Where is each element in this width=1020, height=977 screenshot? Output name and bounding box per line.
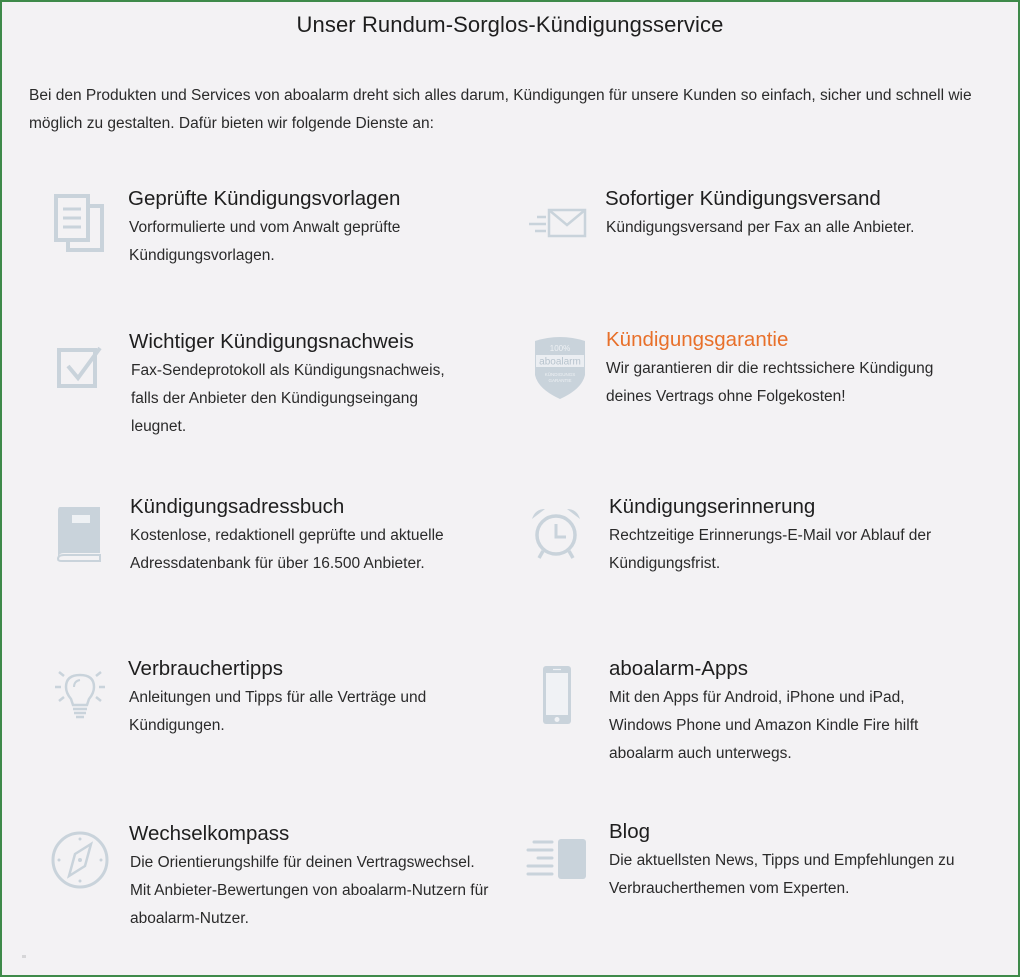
address-book-icon: [54, 503, 114, 567]
feature-compass[interactable]: [50, 822, 490, 932]
intro-text: Bei den Produkten und Services von aboalarm dreht sich alles darum, Kündigungen für unsere Kunden so einfach, sicher und schnell wie möglich zu gestalten. Dafür bieten wir folgende Dienste an:: [29, 87, 972, 132]
feature-reminder[interactable]: [529, 495, 969, 585]
feature-description: Fax-Sendeprotokoll als Kündigungsnachweis, falls der Anbieter den Kündigungseingang leugnet.: [131, 362, 445, 435]
feature-description: Mit den Apps für Android, iPhone und iPad, Windows Phone und Amazon Kindle Fire hilft aboalarm auch unterwegs.: [609, 689, 919, 762]
page-title: Unser Rundum-Sorglos-Kündigungsservice: [296, 12, 724, 37]
feature-title: Sofortiger Kündigungsversand: [605, 187, 881, 210]
feature-proof[interactable]: [52, 330, 482, 440]
feature-tips[interactable]: [52, 657, 482, 747]
feature-title[interactable]: Kündigungsgarantie: [606, 328, 789, 351]
feature-address-book[interactable]: [52, 495, 482, 605]
feature-title: Verbrauchertipps: [128, 657, 283, 680]
feature-description: Die aktuellsten News, Tipps und Empfehlungen zu Verbraucherthemen vom Experten.: [609, 852, 955, 897]
badge-line2: GARANTIE: [548, 378, 572, 383]
lightbulb-icon: [54, 667, 114, 731]
feature-dispatch[interactable]: [527, 187, 967, 257]
feature-templates[interactable]: [52, 187, 472, 277]
feature-title: aboalarm-Apps: [609, 657, 749, 680]
guarantee-shield-icon: [532, 335, 592, 399]
badge-percent: 100%: [549, 344, 571, 353]
smartphone-icon: [541, 664, 601, 728]
feature-description: Rechtzeitige Erinnerungs-E-Mail vor Ablauf der Kündigungsfrist.: [609, 527, 932, 572]
badge-brand: aboalarm: [539, 356, 581, 368]
feature-description: Kostenlose, redaktionell geprüfte und aktuelle Adressdatenbank für über 16.500 Anbieter.: [130, 527, 444, 572]
feature-description: Vorformulierte und vom Anwalt geprüfte Kündigungsvorlagen.: [129, 219, 401, 264]
checkbox-icon: [56, 344, 116, 408]
compass-icon: [50, 830, 110, 894]
feature-title: Blog: [609, 820, 651, 843]
blog-icon: [526, 838, 586, 902]
alarm-clock-icon: [529, 505, 589, 569]
feature-description: Wir garantieren dir die rechtssichere Kündigung deines Vertrags ohne Folgekosten!: [606, 360, 934, 405]
fast-envelope-icon: [527, 205, 587, 269]
feature-title: Wichtiger Kündigungsnachweis: [129, 330, 414, 353]
feature-apps[interactable]: [529, 657, 969, 767]
feature-blog[interactable]: [526, 820, 966, 910]
feature-description: Die Orientierungshilfe für deinen Vertragswechsel. Mit Anbieter-Bewertungen von aboalarm-Nutzern für aboalarm-Nutzer.: [130, 854, 489, 927]
decorative-dot: [22, 955, 26, 958]
feature-description: Kündigungsversand per Fax an alle Anbieter.: [606, 219, 915, 236]
feature-guarantee[interactable]: [532, 327, 972, 417]
feature-title: Kündigungsadressbuch: [130, 495, 345, 518]
badge-line1: KÜNDIGUNGS: [544, 372, 576, 377]
feature-title: Wechselkompass: [129, 822, 290, 845]
feature-description: Anleitungen und Tipps für alle Verträge und Kündigungen.: [129, 689, 427, 734]
feature-title: Kündigungserinnerung: [609, 495, 816, 518]
document-copy-icon: [52, 192, 112, 256]
feature-title: Geprüfte Kündigungsvorlagen: [128, 187, 401, 210]
